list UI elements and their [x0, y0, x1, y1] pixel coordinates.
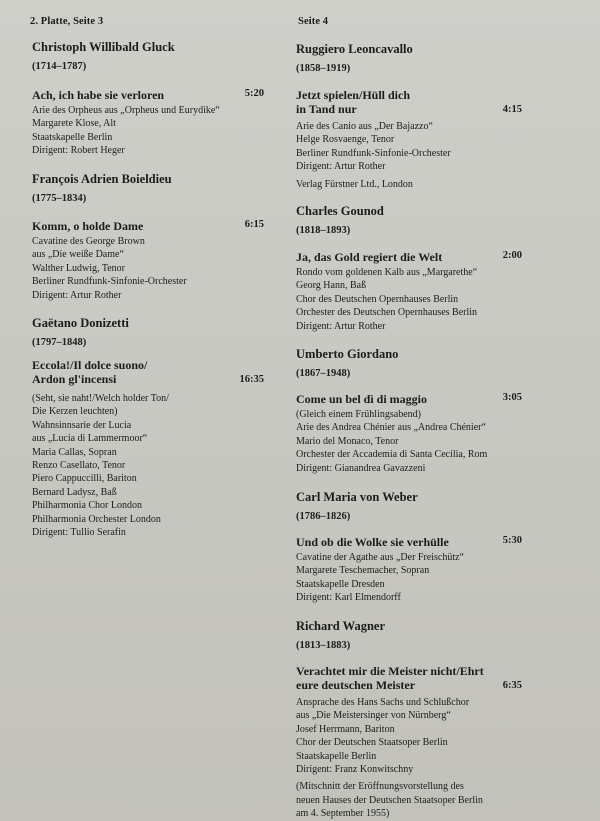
detail-line: Orchester der Accademia di Santa Cecilia, Rom: [296, 449, 488, 461]
composer-name: Charles Gounod: [296, 204, 384, 218]
detail-line: Dirigent: Robert Heger: [32, 145, 125, 157]
detail-line: Dirigent: Gianandrea Gavazzeni: [296, 462, 426, 474]
composer-dates: (1775–1834): [32, 193, 87, 204]
track-details: [296, 120, 522, 174]
detail-line: Mario del Monaco, Tenor: [296, 435, 399, 447]
detail-line: Georg Hann, Baß: [296, 280, 367, 292]
detail-line: Helge Rosvaenge, Tenor: [296, 134, 395, 146]
detail-line: Dirigent: Artur Rother: [296, 320, 386, 332]
detail-line: Walther Ludwig, Tenor: [32, 262, 126, 274]
detail-line: Die Kerzen leuchten): [32, 406, 118, 418]
composer-name: Richard Wagner: [296, 619, 386, 633]
composer-block: [296, 490, 522, 522]
track-duration: 6:15: [244, 219, 264, 230]
detail-line: Philharmonia Chor London: [32, 500, 142, 512]
detail-line: Cavatine der Agathe aus „Der Freischütz“: [296, 552, 464, 563]
track-block: [296, 392, 522, 475]
composer-name: Gaëtano Donizetti: [32, 316, 129, 330]
detail-line: Piero Cappuccilli, Bariton: [32, 473, 137, 485]
track-title: Come un bel dì di maggio: [296, 392, 428, 406]
track-duration: 6:35: [502, 680, 522, 691]
track-title: Ach, ich habe sie verloren: [32, 88, 165, 102]
detail-line: Philharmonia Orchester London: [32, 513, 161, 525]
detail-line: Dirigent: Artur Rother: [32, 289, 122, 301]
detail-line: Berliner Rundfunk-Sinfonie-Orchester: [32, 276, 187, 288]
detail-line: aus „Die weiße Dame“: [32, 249, 124, 261]
track-details: [296, 408, 522, 475]
detail-line: Margarete Teschemacher, Sopran: [296, 565, 430, 577]
composer-block: [296, 42, 522, 74]
detail-line: neuen Hauses der Deutschen Staatsoper Berlin: [296, 794, 483, 806]
composer-block: [32, 316, 264, 348]
track-block: [296, 535, 522, 605]
composer-block: [296, 204, 522, 236]
side-label: Seite 4: [298, 16, 329, 27]
track-details: [296, 551, 522, 605]
detail-line: Chor der Deutschen Staatsoper Berlin: [296, 737, 448, 749]
track-duration: 5:30: [502, 535, 522, 546]
composer-dates: (1818–1893): [296, 225, 351, 236]
publisher-note: Verlag Fürstner Ltd., London: [296, 178, 413, 190]
detail-line: Arie des Canio aus „Der Bajazzo“: [296, 121, 433, 132]
detail-line: (Seht, sie naht!/Welch holder Ton/: [32, 393, 169, 404]
track-duration: 4:15: [502, 104, 522, 115]
track-block: [32, 358, 264, 539]
composer-dates: (1714–1787): [32, 61, 87, 72]
composer-name: Christoph Willibald Gluck: [32, 40, 175, 54]
track-title: Eccola!/Il dolce suono/ Ardon gl'incensi: [32, 358, 148, 386]
track-duration: 16:35: [239, 374, 264, 385]
track-block: [32, 88, 264, 158]
composer-block: [32, 40, 264, 72]
track-block: [296, 664, 522, 821]
composer-name: Ruggiero Leoncavallo: [296, 42, 413, 56]
detail-line: Staatskapelle Berlin: [32, 131, 113, 143]
track-details: [32, 392, 264, 539]
detail-line: Maria Callas, Sopran: [32, 446, 117, 458]
detail-line: am 4. September 1955): [296, 808, 390, 820]
composer-name: François Adrien Boieldieu: [32, 172, 172, 186]
track-title: Jetzt spielen/Hüll dich in Tand nur: [296, 88, 410, 116]
detail-line: Josef Herrmann, Bariton: [296, 723, 395, 735]
detail-line: Berliner Rundfunk-Sinfonie-Orchester: [296, 147, 451, 159]
detail-line: aus „Die Meistersinger von Nürnberg“: [296, 710, 451, 722]
composer-dates: (1797–1848): [32, 337, 87, 348]
detail-line: Arie des Andrea Chénier aus „Andrea Chénier“: [296, 422, 486, 434]
composer-name: Carl Maria von Weber: [296, 490, 418, 504]
composer-dates: (1813–1883): [296, 640, 351, 651]
track-title: Komm, o holde Dame: [32, 219, 144, 233]
detail-line: Wahnsinnsarie der Lucia: [32, 419, 132, 431]
composer-dates: (1867–1948): [296, 368, 351, 379]
track-details: [32, 104, 264, 158]
track-title: Verachtet mir die Meister nicht/Ehrt eure deutschen Meister: [296, 664, 484, 692]
track-details: [296, 266, 522, 333]
detail-line: Chor des Deutschen Opernhauses Berlin: [296, 293, 459, 305]
composer-block: [296, 619, 522, 651]
detail-line: Renzo Casellato, Tenor: [32, 460, 126, 472]
detail-line: (Gleich einem Frühlingsabend): [296, 409, 421, 420]
track-details: [296, 696, 522, 821]
track-title: Und ob die Wolke sie verhülle: [296, 535, 449, 549]
track-block: [296, 250, 522, 333]
detail-line: Margarete Klose, Alt: [32, 118, 116, 130]
detail-line: Dirigent: Tullio Serafin: [32, 527, 126, 539]
detail-line: Orchester des Deutschen Opernhauses Berlin: [296, 307, 478, 319]
detail-line: Staatskapelle Berlin: [296, 750, 377, 762]
detail-line: Bernard Ladysz, Baß: [32, 486, 117, 498]
detail-line: Dirigent: Karl Elmendorff: [296, 592, 401, 604]
track-title: Ja, das Gold regiert die Welt: [296, 250, 443, 264]
detail-line: Staatskapelle Dresden: [296, 578, 385, 590]
composer-dates: (1786–1826): [296, 511, 351, 522]
detail-line: Cavatine des George Brown: [32, 236, 145, 247]
track-details: [32, 235, 264, 302]
detail-line: Dirigent: Artur Rother: [296, 161, 386, 173]
track-duration: 5:20: [244, 88, 264, 99]
detail-line: aus „Lucia di Lammermoor“: [32, 433, 148, 445]
detail-line: Dirigent: Franz Konwitschny: [296, 764, 414, 776]
composer-dates: (1858–1919): [296, 63, 351, 74]
detail-line: (Mitschnitt der Eröffnungsvorstellung des: [296, 781, 464, 793]
composer-block: [32, 172, 264, 204]
track-duration: 2:00: [502, 250, 522, 261]
track-duration: 3:05: [502, 392, 522, 403]
side-label: 2. Platte, Seite 3: [30, 16, 104, 27]
detail-line: Rondo vom goldenen Kalb aus „Margarethe“: [296, 267, 478, 278]
track-block: [296, 88, 522, 191]
detail-line: Arie des Orpheus aus „Orpheus und Eurydike“: [32, 105, 220, 116]
track-block: [32, 219, 264, 302]
detail-line: Ansprache des Hans Sachs und Schlußchor: [296, 697, 470, 708]
composer-name: Umberto Giordano: [296, 347, 399, 361]
composer-block: [296, 347, 522, 379]
